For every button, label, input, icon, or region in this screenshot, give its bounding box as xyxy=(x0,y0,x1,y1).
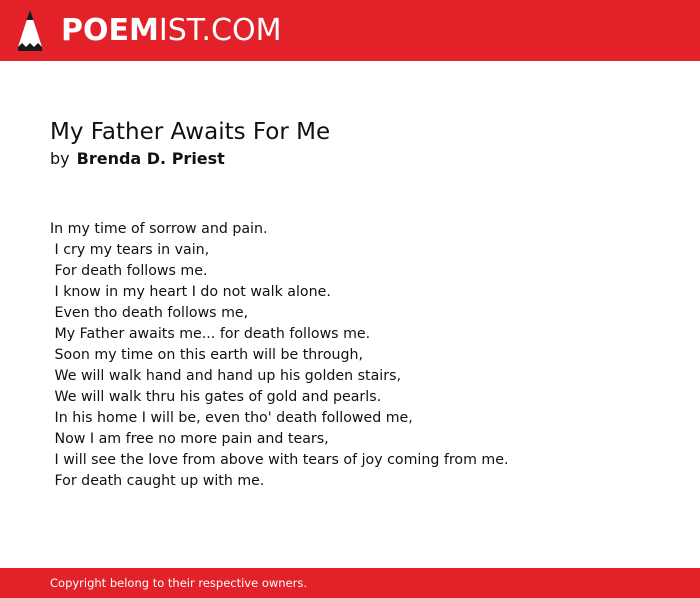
poem-line: I will see the love from above with tears of joy coming from me. xyxy=(50,452,509,468)
brand-bold-text: POEM xyxy=(61,13,159,48)
poem-title: My Father Awaits For Me xyxy=(50,119,331,145)
brand-light-text: IST.COM xyxy=(158,13,282,48)
poem-text xyxy=(50,219,508,492)
site-footer xyxy=(0,568,700,598)
poem-line: We will walk thru his gates of gold and pearls. xyxy=(50,389,382,405)
pencil-icon xyxy=(17,9,43,51)
poem-line: Even tho death follows me, xyxy=(50,305,249,321)
brand-wordmark xyxy=(61,12,281,50)
poem-line: In his home I will be, even tho' death followed me, xyxy=(50,410,413,426)
poem-line: In my time of sorrow and pain. xyxy=(50,221,268,237)
poem-line: For death follows me. xyxy=(50,263,208,279)
poem-line: I know in my heart I do not walk alone. xyxy=(50,284,331,300)
byline xyxy=(50,149,225,169)
copyright-notice: Copyright belong to their respective owners. xyxy=(50,576,308,590)
poem-line: For death caught up with me. xyxy=(50,473,265,489)
poem-line: My Father awaits me... for death follows me. xyxy=(50,326,371,342)
author-name: Brenda D. Priest xyxy=(76,149,225,168)
site-header xyxy=(0,0,700,61)
poem-line: Soon my time on this earth will be through, xyxy=(50,347,364,363)
poem-line: We will walk hand and hand up his golden stairs, xyxy=(50,368,401,384)
poem-line: I cry my tears in vain, xyxy=(50,242,210,258)
by-label: by xyxy=(50,149,70,168)
poem-line: Now I am free no more pain and tears, xyxy=(50,431,329,447)
